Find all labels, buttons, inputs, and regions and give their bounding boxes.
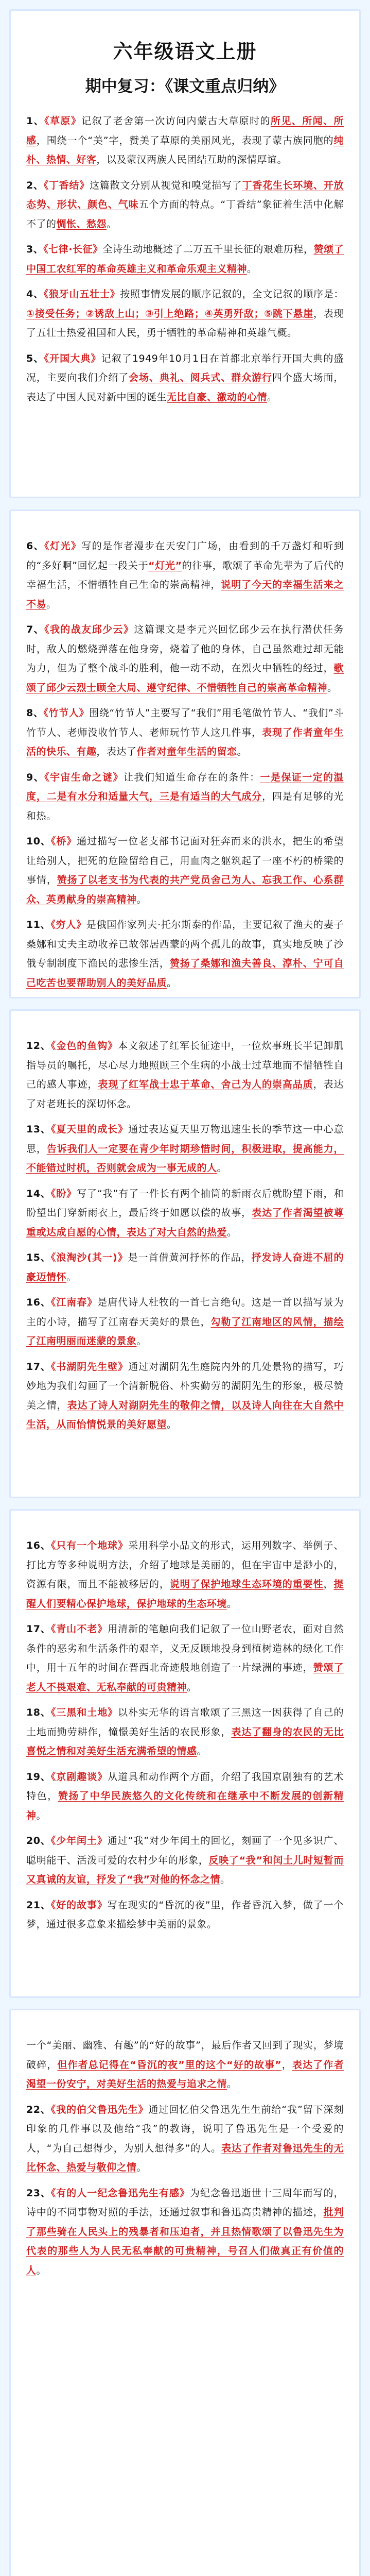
lesson-title: 《好的故事》 <box>50 1899 108 1911</box>
body-text: 这篇散文分别从视觉和嗅觉描写了 <box>90 179 242 191</box>
section-items <box>26 2036 344 2280</box>
body-text: 。 <box>227 2078 237 2090</box>
body-text: 写在现实的“昏沉的夜”里，作者昏沉入梦，做了一个梦，通过很多意象来描绘梦中美丽的景象。 <box>26 1899 344 1930</box>
item-number: 14、 <box>26 1188 51 1199</box>
body-text: 。 <box>36 1809 47 1821</box>
body-text: 。 <box>217 1162 227 1174</box>
lesson-title: 《金色的鱼钩》 <box>50 1040 118 1052</box>
item-number: 6、 <box>26 540 45 552</box>
key-point-highlight: 表达了作者对鲁迅先生的无比怀念、热爱与敬仰之情 <box>26 2142 344 2173</box>
card-section-3 <box>9 1009 361 1498</box>
lesson-title: 《我的战友邱少云》 <box>44 624 134 635</box>
key-point-highlight: 歌颂了邱少云烈士顾全大局、遵守纪律、不惜牺牲自己的崇高革命精神 <box>26 663 344 693</box>
key-point-highlight: 表达了作者渴望一份安宁，对美好生活的热爱与追求之情 <box>26 2059 344 2090</box>
body-text: 是唐代诗人杜牧的一首七言绝句。这是一首以描写景为主的小诗，描写了江南春天美好的景色， <box>26 1297 344 1328</box>
lesson-title: 《桥》 <box>50 836 77 847</box>
body-text: 这篇课文是李元兴回忆邱少云在执行潜伏任务时，敌人的燃烧弹落在他身旁，烧着了他的身体，自己虽然难过却无能为力，但为了整个战斗的胜利，他一动不动，在烈火中牺牲的经过， <box>26 624 344 674</box>
body-text: 让我们知道生命存在的条件： <box>123 771 260 783</box>
body-text: 以朴实无华的语言歌颂了三黑这一因获得了自己的土地而勤劳耕作，憧憬美好生活的农民形象， <box>26 1707 344 1738</box>
item-number: 4、 <box>26 289 44 300</box>
lesson-title: 《我的伯父鲁迅先生》 <box>50 2104 149 2115</box>
key-point-highlight: 抒发诗人奋进不屈的豪迈情怀 <box>26 1252 344 1283</box>
summary-paragraph <box>26 285 344 343</box>
summary-paragraph <box>26 1037 344 1114</box>
summary-paragraph <box>26 112 344 170</box>
section-items <box>26 112 344 407</box>
body-text: ，以及蒙汉两族人民团结互助的深情厚谊。 <box>96 154 288 165</box>
summary-paragraph <box>26 349 344 408</box>
body-text: 本文叙述了红军长征途中，一位炊事班长半记卸肌指导员的嘱托，尽心尽力地照顾三个生病的小战士过草地而不惜牺牲自己的感人事迹， <box>26 1040 344 1090</box>
key-point-highlight: 表达了诗人对湖阴先生的敬仰之情，以及诗人向往在大自然中生活，从而怡情悦景的美好愿望 <box>26 1399 344 1430</box>
lesson-title: 《丁香结》 <box>43 179 90 191</box>
lesson-title: 《穷人》 <box>50 919 86 930</box>
document-title: 六年级语文上册 <box>113 40 257 63</box>
summary-paragraph <box>26 832 344 909</box>
summary-paragraph <box>26 1184 344 1243</box>
card-content <box>11 1511 359 1951</box>
item-number: 2、 <box>26 179 44 191</box>
body-text: 通过描写一位老支部书记面对狂奔而来的洪水，把生的希望让给别人，把死的危险留给自己，用血肉之躯筑起了一座不朽的桥梁的事情， <box>26 836 344 886</box>
body-text: 通过表达夏天里万物迅速生长的季节这一中心意思， <box>26 1124 344 1155</box>
summary-paragraph <box>26 1768 344 1826</box>
item-number: 11、 <box>26 919 51 930</box>
item-number: 7、 <box>26 624 45 635</box>
lesson-title: 《少年闰土》 <box>50 1835 108 1846</box>
body-text: 。 <box>36 2264 47 2276</box>
card-section-4 <box>9 1509 361 1998</box>
lesson-title: 《只有一个地球》 <box>50 1540 129 1551</box>
item-number: 16、 <box>26 1297 51 1308</box>
section-items <box>26 1536 344 1935</box>
key-point-highlight: 赞扬了桑娜和渔夫善良、淳朴、宁可自己吃苦也要帮助别人的美好品质 <box>26 958 344 989</box>
body-text: 记叙了1949年10月1日在首都北京举行开国大典的盛况，主要向我们介绍了 <box>26 352 344 383</box>
body-text: 。 <box>136 893 147 905</box>
summary-paragraph <box>26 1293 344 1351</box>
lesson-title: 《书湖阴先生壁》 <box>50 1361 129 1372</box>
item-number: 21、 <box>26 1899 51 1911</box>
body-text: 五个方面的特点。“丁香结”象征着生活中化解不了的 <box>26 199 344 230</box>
key-point-highlight: 表达了作者渴望被尊重或达成自愿的心情，表达了对大自然的热爱 <box>26 1207 344 1238</box>
body-text: ，表现了五壮士热爱祖国和人民，勇于牺牲的革命精神和英雄气概。 <box>26 308 344 338</box>
item-number: 3、 <box>26 244 44 255</box>
item-number: 23、 <box>26 2187 51 2199</box>
section-items <box>26 537 344 993</box>
body-text: 。 <box>107 218 117 230</box>
body-text: 。 <box>247 263 257 275</box>
lesson-title: 《江南春》 <box>50 1297 98 1308</box>
item-number: 16、 <box>26 1540 51 1551</box>
item-number: 12、 <box>26 1040 51 1052</box>
lesson-title: 《京剧趣谈》 <box>50 1771 108 1783</box>
key-point-highlight: 反映了“我”和闰土儿时短暂而又真诚的友谊，抒发了“我”对他的怀念之情 <box>26 1854 344 1885</box>
body-text: ，四是有足够的光和热。 <box>26 791 344 822</box>
card-content <box>11 1011 359 1451</box>
body-text: 。 <box>220 1874 231 1885</box>
body-text: 为纪念鲁迅逝世十三周年而写的，诗中的不同事物对照的手法，还通过叙事和鲁迅高贵精神的描述， <box>26 2187 344 2218</box>
body-text: 。 <box>136 1335 147 1347</box>
body-text: ，围绕一个“美”字，赞美了草原的美丽风光，表现了蒙古族同胞的 <box>36 134 334 146</box>
item-number: 17、 <box>26 1623 51 1635</box>
lesson-title: 《宇宙生命之谜》 <box>44 771 124 783</box>
summary-paragraph <box>26 2036 344 2094</box>
lesson-title: 《三黑和土地》 <box>50 1707 118 1718</box>
key-point-highlight: 赞扬了中华民族悠久的文化传统和在继承中不断发展的创新精神 <box>26 1790 344 1821</box>
body-text: 从道具和动作两个方面，介绍了我国京剧独有的艺术特色， <box>26 1771 344 1802</box>
body-text: 。 <box>197 1745 207 1757</box>
item-number: 18、 <box>26 1707 51 1718</box>
body-text: 按照事情发展的顺序记叙的，全文记叙的顺序是： <box>120 289 344 300</box>
key-point-highlight: 说明了今天的幸福生活来之不易 <box>26 579 344 610</box>
body-text: 通过对湖阴先生庭院内外的几处景物的描写，巧妙地为我们勾画了一个清新脱俗、朴实勤劳的湖阴先生的形象，极尽赞美之情， <box>26 1361 344 1411</box>
lesson-title: 《七律·长征》 <box>43 244 103 255</box>
key-point-highlight: 提醒人们要精心保护地球，保护地球的生态环境 <box>26 1579 344 1609</box>
body-text: ， <box>323 1579 334 1590</box>
body-text: 。 <box>66 1271 77 1283</box>
body-text: 。 <box>187 1681 197 1693</box>
key-point-highlight: 表达了翻身的农民的无比喜悦之情和对美好生活充满希望的情感 <box>26 1726 344 1757</box>
card-content <box>11 2010 359 2297</box>
summary-paragraph <box>26 1896 344 1935</box>
key-point-highlight: 无比自豪、激动的心情 <box>167 391 268 403</box>
item-number: 15、 <box>26 1252 51 1263</box>
summary-paragraph <box>26 1703 344 1761</box>
lesson-title: 《竹节人》 <box>43 707 90 719</box>
body-text: 四个盛大场面，表达了中国人民对新中国的诞生 <box>26 372 344 403</box>
lesson-title: 《青山不老》 <box>50 1623 108 1635</box>
item-number: 1、 <box>26 115 45 127</box>
body-text: ，表达了 <box>96 746 137 757</box>
body-text: 通过“我”对少年闰土的回忆，刻画了一个见多识广、聪明能干、活泼可爱的农村少年的形象， <box>26 1835 344 1866</box>
summary-paragraph <box>26 1248 344 1287</box>
key-point-highlight: 惆怅、愁怨 <box>56 218 107 230</box>
summary-paragraph <box>26 2184 344 2281</box>
lesson-title: 《狼牙山五壮士》 <box>43 289 120 300</box>
card-section-5 <box>9 2009 361 2576</box>
lesson-title: 《草原》 <box>44 115 82 127</box>
key-point-highlight: 一是保证一定的温度，二是有水分和适量大气，三是有适当的大气成分 <box>26 771 344 802</box>
body-text: 用清新的笔触向我们记叙了一位山野老农，面对自然条件的恶劣和生活条件的艰辛，义无反顾地投身到植树造林的绿化工作中，用十五年的时间在晋西北奇迹般地创造了一片绿洲的事迹， <box>26 1623 344 1673</box>
item-number: 20、 <box>26 1835 51 1846</box>
body-text: 。 <box>237 746 248 757</box>
key-point-highlight: 赞颂了中国工农红军的革命英雄主义和革命乐观主义精神 <box>26 244 344 275</box>
document-subtitle: 期中复习：《课文重点归纳》 <box>85 77 285 96</box>
summary-paragraph <box>26 916 344 993</box>
item-number: 17、 <box>26 1361 51 1372</box>
item-number: 10、 <box>26 836 51 847</box>
body-text: 是一首借黄河抒怀的作品， <box>128 1252 252 1263</box>
key-point-highlight: 告诉我们人一定要在青少年时期珍惜时间，积极进取，提高能力，不能错过时机，否则就会成为一事无成的人 <box>26 1143 344 1174</box>
key-point-highlight: 赞颂了老人不畏艰难、无私奉献的可贵精神 <box>26 1662 344 1693</box>
summary-paragraph <box>26 620 344 698</box>
lesson-title: 《灯光》 <box>44 540 82 552</box>
key-point-highlight: 作者对童年生活的留恋 <box>136 746 237 757</box>
body-text: 是俄国作家列夫·托尔斯泰的作品，主要记叙了渔夫的妻子桑娜和丈夫主动收养已故邻居西蒙的两个孤儿的故事，真实地反映了沙俄专制制度下渔民的悲惨生活， <box>26 919 344 969</box>
body-text: 写的是作者漫步在天安门广场，由看到的千万盏灯和听到的“多好啊”回忆起一段关于 <box>26 540 344 571</box>
summary-paragraph <box>26 1536 344 1614</box>
body-text: 。 <box>267 391 277 403</box>
lesson-title: 《开国大典》 <box>44 352 101 364</box>
item-number: 22、 <box>26 2104 51 2115</box>
item-number: 9、 <box>26 771 45 783</box>
summary-paragraph <box>26 537 344 614</box>
item-number: 8、 <box>26 707 44 719</box>
key-point-highlight: 表现了作者童年生活的快乐、有趣 <box>26 726 344 757</box>
summary-paragraph <box>26 2100 344 2178</box>
lesson-title: 《盼》 <box>50 1188 77 1199</box>
summary-paragraph <box>26 240 344 279</box>
body-text: 通过回忆伯父鲁迅先生生前给“我”留下深刻印象的几件事以及他给“我”的教诲，说明了鲁迅先生是一个受爱的人，“为自己想得少，为别人想得多”的人。 <box>26 2104 344 2154</box>
summary-paragraph <box>26 1832 344 1890</box>
card-content <box>11 11 359 423</box>
body-text: 。 <box>227 1226 237 1238</box>
card-content <box>11 511 359 998</box>
body-text: 。 <box>327 682 338 693</box>
key-point-highlight: ①接受任务；②诱敌上山；③引上绝路；④英勇歼敌；⑤跳下悬崖 <box>26 308 313 319</box>
summary-paragraph <box>26 176 344 234</box>
key-point-highlight: 所见、所闻、所感 <box>26 115 344 146</box>
item-number: 19、 <box>26 1771 51 1783</box>
item-number: 13、 <box>26 1124 51 1135</box>
body-text: 。 <box>167 977 177 989</box>
body-text: 一个“美丽、幽雅、有趣”的“好的故事”，最后作者又回到了现实，梦境破碎， <box>26 2040 344 2071</box>
key-point-highlight: 说明了保护地球生态环境的重要性 <box>169 1579 324 1590</box>
key-point-highlight: 批判了那些骑在人民头上的残暴者和压迫者，并且热情歌颂了以鲁迅先生为代表的那些人为人民无私奉献的可贵精神，号召人们做真正有价值的人 <box>26 2207 344 2276</box>
body-text: 记叙了老舍第一次访问内蒙古大草原时的 <box>81 115 271 127</box>
lesson-title: 《有的人一纪念鲁迅先生有感》 <box>50 2187 190 2199</box>
card-section-1 <box>9 9 361 498</box>
section-items <box>26 1037 344 1435</box>
summary-paragraph <box>26 704 344 762</box>
body-text: ，表达了对老班长的深切怀念。 <box>26 1079 344 1110</box>
summary-paragraph <box>26 1120 344 1178</box>
body-text: 全诗生动地概述了二万五千里长征的艰难历程， <box>102 244 314 255</box>
summary-paragraph <box>26 1358 344 1435</box>
item-number: 5、 <box>26 352 44 364</box>
body-text: 采用科学小品文的形式，运用列数字、举例子、打比方等多种说明方法，介绍了地球是美丽的，但在宇宙中是渺小的，资源有限，而且不能被移居的， <box>26 1540 344 1590</box>
key-point-highlight: 但作者总记得在“昏沉的夜”里的这个“好的故事” <box>57 2059 282 2071</box>
key-point-highlight: 表现了红军战士忠于革命、舍己为人的崇高品质 <box>98 1079 313 1090</box>
key-point-highlight: 纯朴、热情、好客 <box>26 134 344 165</box>
key-point-highlight: 会场、典礼、阅兵式、群众游行 <box>129 372 272 383</box>
summary-paragraph <box>26 1620 344 1697</box>
key-point-highlight: 丁香花生长环境、开放态势、形状、颜色、气味 <box>26 179 344 210</box>
body-text: 。 <box>46 598 57 610</box>
body-text: 写了“我”有了一件长有两个抽筒的新雨衣后就盼望下雨，和盼望出门穿新雨衣上，最后终于如愿以偿的故事， <box>26 1188 344 1218</box>
key-point-highlight: “灯光” <box>148 560 182 571</box>
key-point-highlight: 赞扬了以老支书为代表的共产党员舍己为人、忘我工作、心系群众、英勇献身的崇高精神 <box>26 874 344 905</box>
body-text: 。 <box>227 1598 237 1609</box>
body-text: ， <box>281 2059 293 2071</box>
card-section-2 <box>9 510 361 998</box>
body-text: 围绕“竹节人”主要写了“我们”用毛笔做竹节人、“我们”斗竹节人、老师没收竹节人、老师玩竹节人这几件事， <box>26 707 344 738</box>
body-text: 。 <box>167 1419 177 1430</box>
body-text: 的往事，歌颂了革命先辈为了后代的幸福生活，不惜牺牲自己生命的崇高精神， <box>26 560 344 590</box>
key-point-highlight: 勾勒了江南地区的风情，描绘了江南明丽而迷蒙的景象 <box>26 1316 344 1347</box>
lesson-title: 《夏天里的成长》 <box>50 1124 129 1135</box>
body-text: 。 <box>136 2162 147 2173</box>
summary-paragraph <box>26 768 344 826</box>
lesson-title: 《浪淘沙(其一)》 <box>50 1252 128 1263</box>
